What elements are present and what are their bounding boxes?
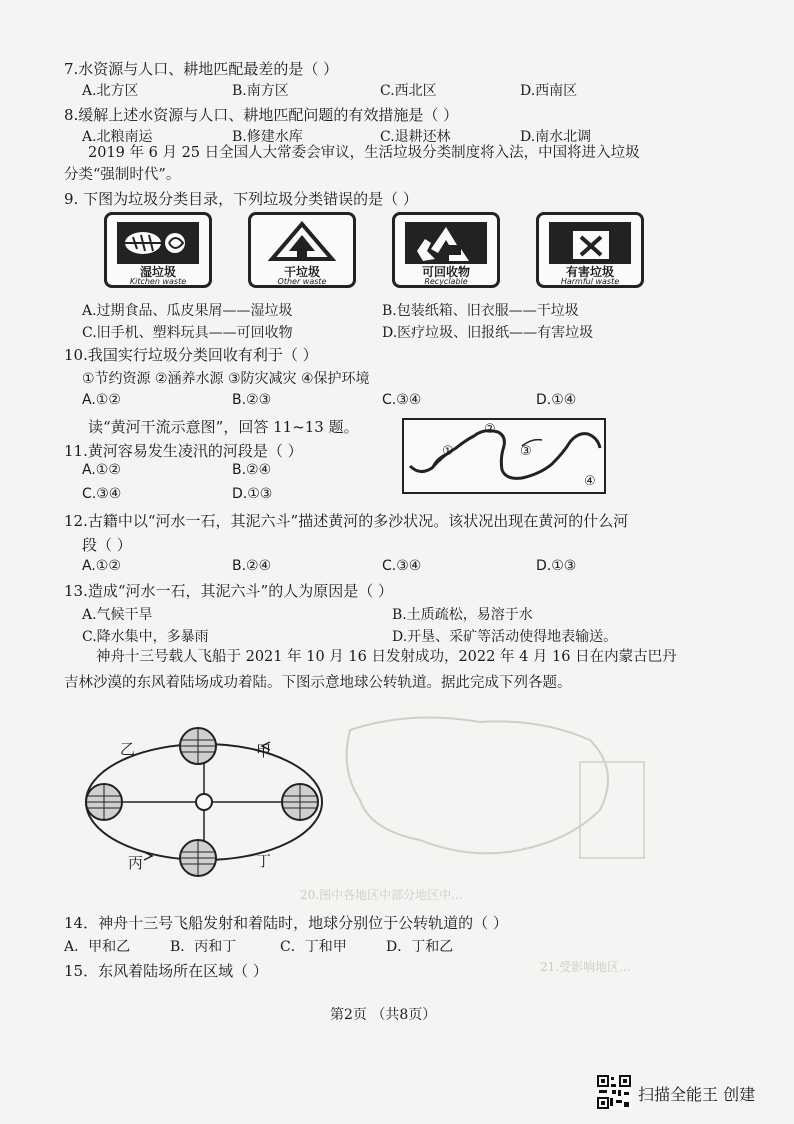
qr-code-icon: [596, 1074, 632, 1110]
bin-harmful-waste: [536, 212, 644, 288]
earth-bottom: [180, 840, 216, 876]
q7-stem: 7.水资源与人口、耕地匹配最差的是（ ）: [64, 60, 339, 78]
q13-option-a: A.气候干旱: [82, 607, 153, 623]
q10-items: ①节约资源 ②涵养水源 ③防灾减灾 ④保护环境: [82, 371, 370, 387]
bin-recyclable-label: 可回收物: [421, 265, 470, 279]
page-number: 第2页 （共8页）: [330, 1007, 437, 1023]
q11-option-d: D.①③: [232, 486, 273, 502]
bin-recyclable: [392, 212, 500, 288]
bleed-through-text-1: 20.图中各地区中部分地区中...: [300, 888, 463, 902]
orbit-label-bing: 丙: [128, 854, 144, 872]
q11-stem: 11.黄河容易发生凌汛的河段是（ ）: [64, 442, 303, 460]
q9-option-b: B.包装纸箱、旧衣服——干垃圾: [382, 303, 579, 319]
q14-option-d: D．丁和乙: [386, 939, 454, 955]
shenzhou-intro-line2: 吉林沙漠的东风着陆场成功着陆。下图示意地球公转轨道。据此完成下列各题。: [64, 675, 572, 691]
q11-option-b: B.②④: [232, 462, 272, 478]
q7-option-d: D.西南区: [520, 83, 578, 99]
q10-option-c: C.③④: [382, 392, 422, 408]
bin-other-label: 干垃圾: [283, 265, 320, 279]
q14-stem: 14．神舟十三号飞船发射和着陆时，地球分别位于公转轨道的（ ）: [64, 914, 508, 932]
q8-option-c: C.退耕还林: [380, 129, 451, 145]
q12-option-c: C.③④: [382, 558, 422, 574]
earth-right: [282, 784, 318, 820]
q8-option-d: D.南水北调: [520, 129, 592, 145]
bin-recyclable-sublabel: Recyclable: [424, 277, 468, 286]
recycle-icon: [403, 221, 489, 265]
river-section-4-label: ④: [584, 474, 596, 489]
q9-stem: 9. 下图为垃圾分类目录，下列垃圾分类错误的是（ ）: [64, 190, 418, 208]
q13-stem: 13.造成“河水一石，其泥六斗”的人为原因是（ ）: [64, 582, 393, 600]
bin-kitchen-waste: [104, 212, 212, 288]
bin-kitchen-label: 湿垃圾: [139, 265, 176, 279]
q8-option-b: B.修建水库: [232, 129, 303, 145]
q8-option-a: A.北粮南运: [82, 129, 153, 145]
q9-option-d: D.医疗垃圾、旧报纸——有害垃圾: [382, 325, 594, 341]
q7-option-b: B.南方区: [232, 83, 289, 99]
yellow-river-course: [402, 418, 606, 494]
river-section-1-label: ①: [442, 444, 454, 459]
yellow-river-map: [402, 418, 606, 494]
earth-left: [86, 784, 122, 820]
garbage-intro-line1: 2019 年 6 月 25 日全国人大常委会审议，生活垃圾分类制度将入法，中国将进入垃圾: [88, 145, 640, 161]
q7-option-a: A.北方区: [82, 83, 139, 99]
orbit-label-ding: 丁: [256, 852, 272, 870]
yellow-river-intro: 读“黄河干流示意图”，回答 11~13 题。: [88, 418, 359, 436]
hazard-battery-icon: [547, 221, 633, 265]
bin-other-waste: [248, 212, 356, 288]
q12-option-d: D.①③: [536, 558, 577, 574]
orbit-label-jia: 甲: [256, 742, 272, 760]
q8-stem: 8.缓解上述水资源与人口、耕地匹配问题的有效措施是（ ）: [64, 106, 459, 124]
q11-option-c: C.③④: [82, 486, 122, 502]
q9-option-c: C.旧手机、塑料玩具——可回收物: [82, 325, 293, 341]
triangle-arrow-icon: [259, 221, 345, 265]
q13-option-c: C.降水集中，多暴雨: [82, 629, 209, 645]
bin-harmful-label: 有害垃圾: [565, 265, 614, 279]
q12-option-b: B.②④: [232, 558, 272, 574]
earth-top: [180, 728, 216, 764]
q10-option-d: D.①④: [536, 392, 577, 408]
q13-option-d: D.开垦、采矿等活动使得地表输送。: [392, 629, 618, 645]
bin-kitchen-sublabel: Kitchen waste: [129, 277, 187, 286]
q14-option-a: A．甲和乙: [64, 939, 131, 955]
bleed-through-text-2: 21.受影响地区...: [540, 960, 631, 974]
q12-stem-continued: 段（ ）: [82, 536, 132, 554]
fishbone-icon: [115, 221, 201, 265]
q12-stem: 12.古籍中以“河水一石，其泥六斗”描述黄河的多沙状况。该状况出现在黄河的什么河: [64, 512, 629, 530]
q14-option-b: B．丙和丁: [170, 939, 237, 955]
q7-option-c: C.西北区: [380, 83, 437, 99]
q12-option-a: A.①②: [82, 558, 121, 574]
bleed-through-map: [290, 700, 660, 870]
river-section-2-label: ②: [484, 422, 496, 437]
shenzhou-intro-line1: 神舟十三号载人飞船于 2021 年 10 月 16 日发射成功，2022 年 4 月 16 日在内蒙古巴丹: [96, 649, 677, 665]
bin-other-sublabel: Other waste: [277, 277, 327, 286]
earth-orbit-diagram: [74, 706, 344, 886]
q10-option-b: B.②③: [232, 392, 272, 408]
scanner-watermark: 扫描全能王 创建: [638, 1085, 756, 1104]
q14-option-c: C．丁和甲: [280, 939, 347, 955]
bin-harmful-sublabel: Harmful waste: [560, 277, 620, 286]
q10-stem: 10.我国实行垃圾分类回收有利于（ ）: [64, 346, 318, 364]
q9-option-a: A.过期食品、瓜皮果屑——湿垃圾: [82, 303, 293, 319]
q15-stem: 15．东风着陆场所在区域（ ）: [64, 962, 268, 980]
river-section-3-label: ③: [520, 444, 532, 459]
orbit-label-yi: 乙: [120, 740, 136, 758]
garbage-intro-line2: 分类“强制时代”。: [64, 167, 181, 183]
q10-option-a: A.①②: [82, 392, 121, 408]
q11-option-a: A.①②: [82, 462, 121, 478]
q13-option-b: B.土质疏松，易溶于水: [392, 607, 533, 623]
